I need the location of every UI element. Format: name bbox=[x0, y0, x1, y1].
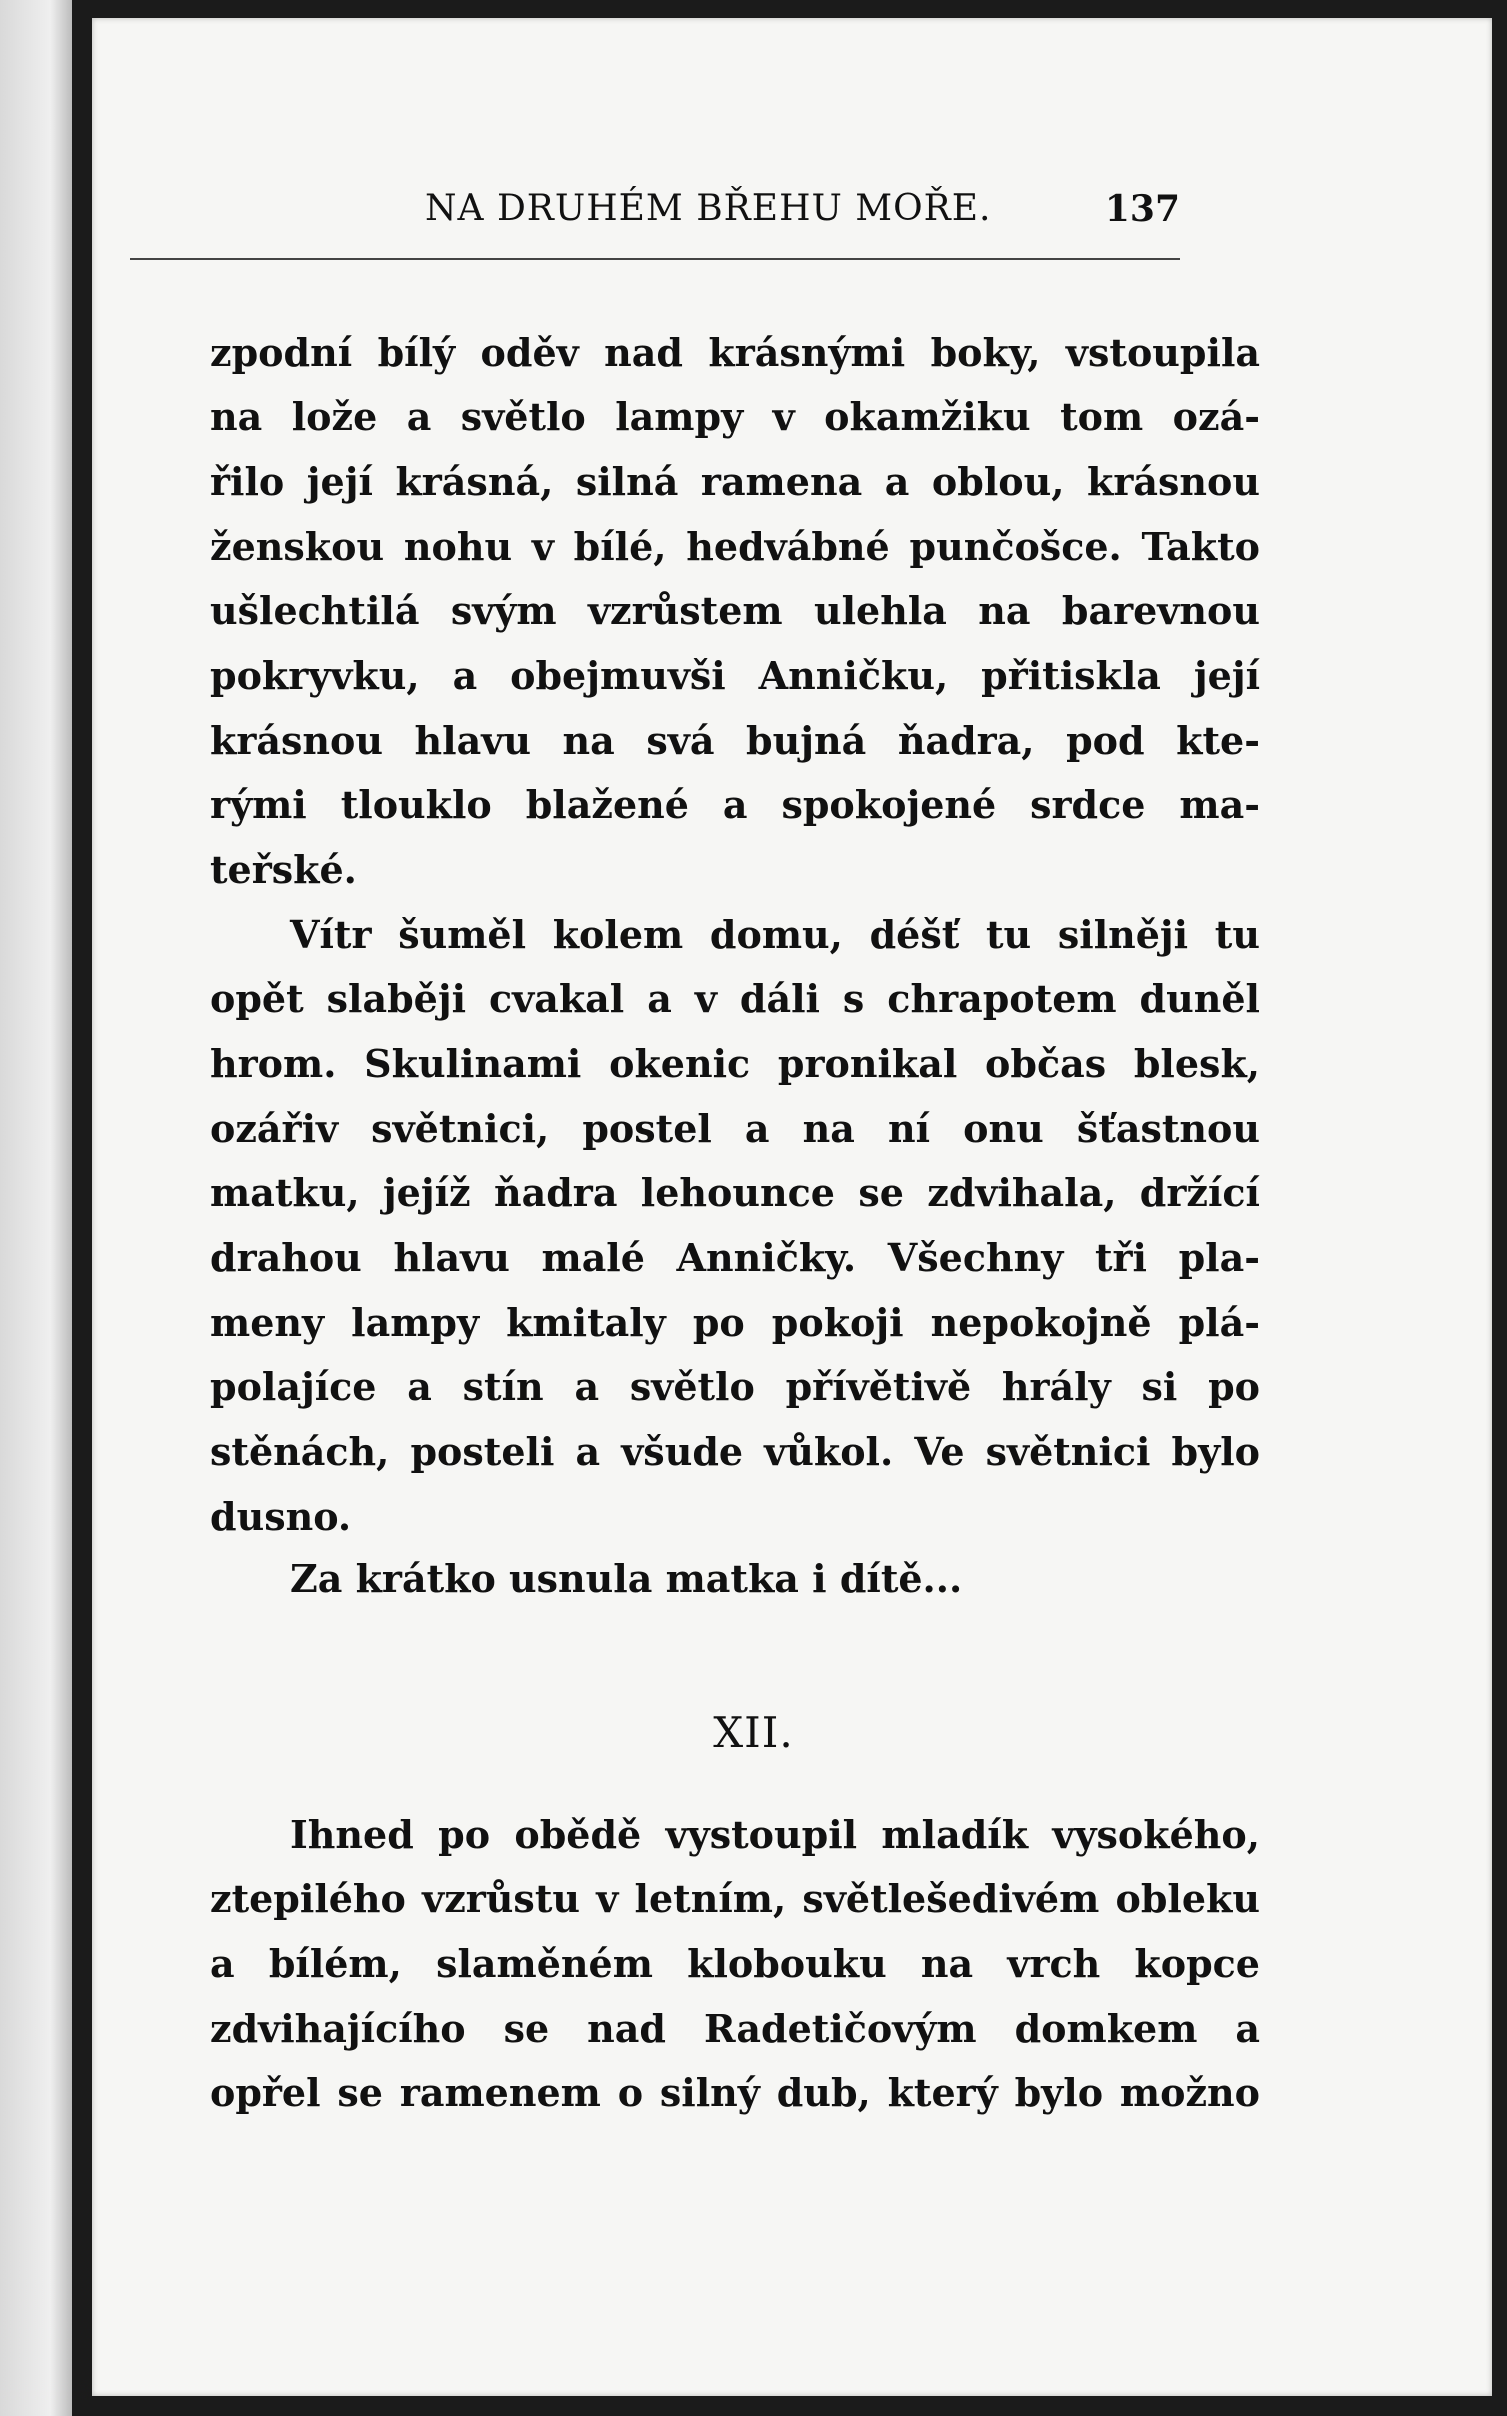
text-line: pokryvku, a obejmuvši Anničku, přitiskla její bbox=[210, 653, 1260, 698]
text-line: a bílém, slaměném klobouku na vrch kopce bbox=[210, 1941, 1260, 1986]
text-line: stěnách, posteli a všude vůkol. Ve světnici bylo bbox=[210, 1429, 1260, 1474]
text-line: Za krátko usnula matka i dítě... bbox=[290, 1556, 963, 1601]
adjacent-page-edge bbox=[0, 0, 72, 2416]
text-line: Ihned po obědě vystoupil mladík vysokého, bbox=[290, 1812, 1260, 1857]
text-line: ušlechtilá svým vzrůstem ulehla na barevnou bbox=[210, 588, 1260, 633]
text-line: polajíce a stín a světlo přívětivě hrály si po bbox=[210, 1364, 1260, 1409]
text-line: ztepilého vzrůstu v letním, světlešedivém obleku bbox=[210, 1876, 1260, 1921]
running-title: NA DRUHÉM BŘEHU MOŘE. bbox=[425, 188, 992, 229]
chapter-heading: XII. bbox=[713, 1708, 794, 1757]
text-line: dusno. bbox=[210, 1494, 352, 1539]
text-line: matku, jejíž ňadra lehounce se zdvihala, držící bbox=[210, 1170, 1260, 1215]
text-line: rými tlouklo blažené a spokojené srdce ma- bbox=[210, 782, 1260, 827]
page-number: 137 bbox=[1104, 188, 1180, 230]
text-line: opřel se ramenem o silný dub, který bylo možno bbox=[210, 2070, 1260, 2115]
text-line: zdvihajícího se nad Radetičovým domkem a bbox=[210, 2006, 1260, 2051]
text-line: řilo její krásná, silná ramena a oblou, krásnou bbox=[210, 459, 1260, 504]
text-line: meny lampy kmitaly po pokoji nepokojně plá- bbox=[210, 1300, 1260, 1345]
text-line: drahou hlavu malé Anničky. Všechny tři pla- bbox=[210, 1235, 1260, 1280]
text-line: opět slaběji cvakal a v dáli s chrapotem duněl bbox=[210, 976, 1260, 1021]
running-header bbox=[130, 178, 1180, 248]
text-line: krásnou hlavu na svá bujná ňadra, pod kte- bbox=[210, 718, 1260, 763]
text-line: ozářiv světnici, postel a na ní onu šťastnou bbox=[210, 1106, 1260, 1151]
header-rule bbox=[130, 258, 1180, 260]
text-line: teřské. bbox=[210, 847, 357, 892]
text-line: na lože a světlo lampy v okamžiku tom ozá- bbox=[210, 394, 1260, 439]
text-line: ženskou nohu v bílé, hedvábné punčošce. Takto bbox=[210, 524, 1260, 569]
text-line: zpodní bílý oděv nad krásnými boky, vstoupila bbox=[210, 330, 1260, 375]
text-line: hrom. Skulinami okenic pronikal občas blesk, bbox=[210, 1041, 1260, 1086]
text-line: Vítr šuměl kolem domu, déšť tu silněji tu bbox=[290, 912, 1260, 957]
